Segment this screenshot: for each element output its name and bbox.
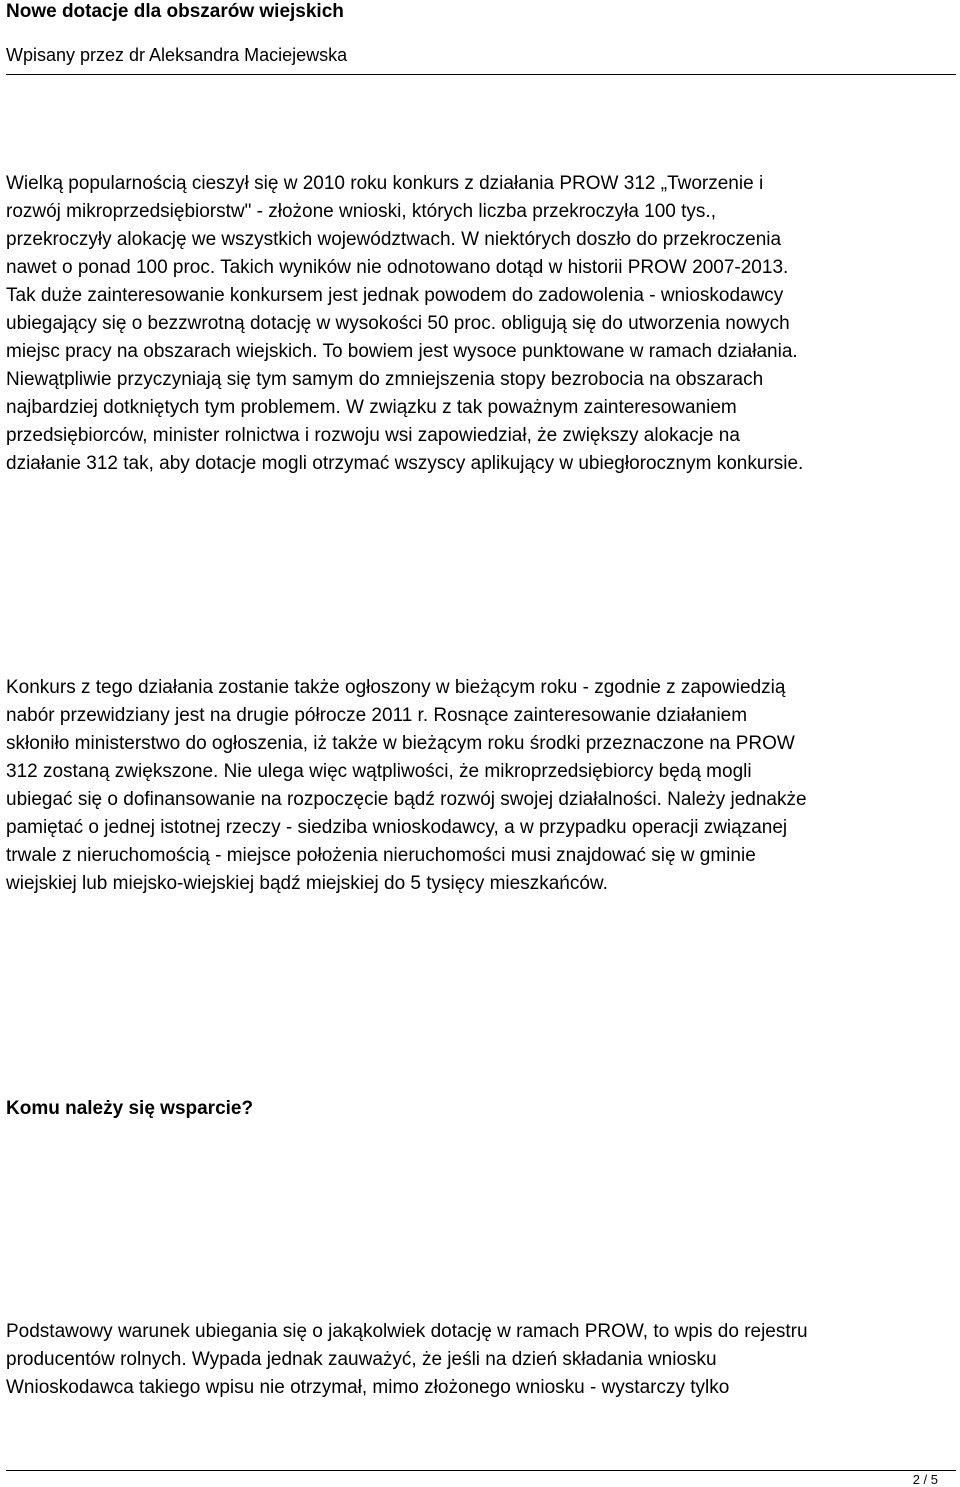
header-divider bbox=[6, 74, 956, 75]
paragraph-2 bbox=[6, 674, 956, 898]
paragraph-1 bbox=[6, 170, 956, 478]
document-header bbox=[6, 0, 956, 65]
text-line: ubiegający się o bezzwrotną dotację w wysokości 50 proc. obligują się do utworzenia nowych bbox=[6, 313, 790, 334]
text-line: pamiętać o jednej istotnej rzeczy - siedziba wnioskodawcy, a w przypadku operacji związanej bbox=[6, 817, 788, 838]
document-title: Nowe dotacje dla obszarów wiejskich bbox=[6, 1, 344, 22]
text-line: działanie 312 tak, aby dotacje mogli otrzymać wszyscy aplikujący w ubiegłorocznym konkursie. bbox=[6, 453, 804, 474]
text-line: najbardziej dotkniętych tym problemem. W związku z tak poważnym zainteresowaniem bbox=[6, 397, 737, 418]
text-line: ubiegać się o dofinansowanie na rozpoczęcie bądź rozwój swojej działalności. Należy jednakże bbox=[6, 789, 807, 810]
text-line: rozwój mikroprzedsiębiorstw" - złożone wnioski, których liczba przekroczyła 100 tys., bbox=[6, 201, 716, 222]
text-line: przedsiębiorców, minister rolnictwa i rozwoju wsi zapowiedział, że zwiększy alokacje na bbox=[6, 425, 740, 446]
paragraph-3 bbox=[6, 1318, 956, 1402]
text-line: Konkurs z tego działania zostanie także ogłoszony w bieżącym roku - zgodnie z zapowiedzią bbox=[6, 677, 786, 698]
text-line: wiejskiej lub miejsko-wiejskiej bądź miejskiej do 5 tysięcy mieszkańców. bbox=[6, 873, 608, 894]
text-line: Niewątpliwie przyczyniają się tym samym do zmniejszenia stopy bezrobocia na obszarach bbox=[6, 369, 764, 390]
text-line: Wielką popularnością cieszył się w 2010 roku konkurs z działania PROW 312 „Tworzenie i bbox=[6, 173, 764, 194]
text-line: Podstawowy warunek ubiegania się o jakąkolwiek dotację w ramach PROW, to wpis do rejestru bbox=[6, 1321, 808, 1342]
footer-divider bbox=[6, 1470, 956, 1471]
text-line: przekroczyły alokację we wszystkich województwach. W niektórych doszło do przekroczenia bbox=[6, 229, 782, 250]
text-line: nawet o ponad 100 proc. Takich wyników nie odnotowano dotąd w historii PROW 2007-2013. bbox=[6, 257, 789, 278]
text-line: producentów rolnych. Wypada jednak zauważyć, że jeśli na dzień składania wniosku bbox=[6, 1349, 717, 1370]
text-line: Wnioskodawca takiego wpisu nie otrzymał, mimo złożonego wniosku - wystarczy tylko bbox=[6, 1377, 730, 1398]
section-heading: Komu należy się wsparcie? bbox=[6, 1098, 254, 1119]
document-author: Wpisany przez dr Aleksandra Maciejewska bbox=[6, 45, 348, 65]
text-line: nabór przewidziany jest na drugie półrocze 2011 r. Rosnące zainteresowanie działaniem bbox=[6, 705, 748, 726]
text-line: trwale z nieruchomością - miejsce położenia nieruchomości musi znajdować się w gminie bbox=[6, 845, 756, 866]
text-line: miejsc pracy na obszarach wiejskich. To bowiem jest wysoce punktowane w ramach działania. bbox=[6, 341, 798, 362]
text-line: skłoniło ministerstwo do ogłoszenia, iż także w bieżącym roku środki przeznaczone na PROW bbox=[6, 733, 795, 754]
text-line: 312 zostaną zwiększone. Nie ulega więc wątpliwości, że mikroprzedsiębiorcy będą mogli bbox=[6, 761, 752, 782]
text-line: Tak duże zainteresowanie konkursem jest jednak powodem do zadowolenia - wnioskodawcy bbox=[6, 285, 784, 306]
page-number: 2 / 5 bbox=[912, 1472, 938, 1487]
